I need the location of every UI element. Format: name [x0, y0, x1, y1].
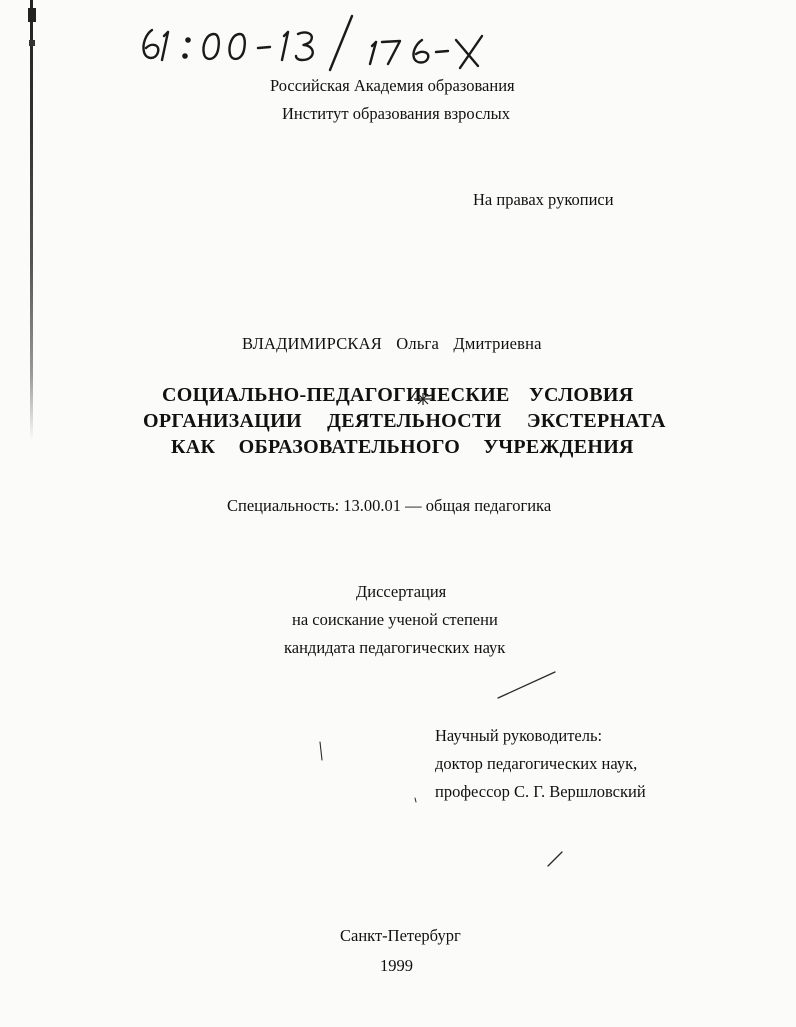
title-line-1: СОЦИАЛЬНО-ПЕДАГОГИЧЕСКИЕ УСЛОВИЯ	[162, 384, 634, 406]
city: Санкт-Петербург	[340, 926, 461, 945]
supervisor-degree: доктор педагогических наук,	[435, 754, 638, 773]
institute-name: Институт образования взрослых	[282, 104, 510, 123]
scan-edge-bar	[30, 0, 33, 440]
organization-name: Российская Академия образования	[270, 76, 515, 95]
author-first-name: Ольга	[396, 334, 440, 353]
scan-edge-mark-small	[29, 40, 35, 46]
title-line-3: КАК ОБРАЗОВАТЕЛЬНОГО УЧРЕЖДЕНИЯ	[171, 436, 634, 458]
supervisor-label: Научный руководитель:	[435, 726, 603, 745]
ink-smudge	[412, 392, 434, 406]
specialty: Специальность: 13.00.01 — общая педагогика	[227, 496, 552, 515]
year: 1999	[380, 956, 413, 975]
rights-note: На правах рукописи	[473, 190, 614, 209]
pen-stroke-lower	[548, 852, 562, 866]
dissertation-field-line: кандидата педагогических наук	[284, 638, 506, 657]
scan-edge-mark	[28, 8, 36, 22]
author-patronymic: Дмитриевна	[453, 334, 542, 353]
handwritten-archive-mark	[138, 12, 498, 72]
scan-edge	[28, 0, 36, 460]
dissertation-label: Диссертация	[356, 582, 447, 601]
author-name	[242, 334, 542, 354]
supervisor-name: профессор С. Г. Вершловский	[435, 782, 646, 801]
author-surname: ВЛАДИМИРСКАЯ	[242, 334, 382, 353]
title-line-2: ОРГАНИЗАЦИИ ДЕЯТЕЛЬНОСТИ ЭКСТЕРНАТА	[143, 410, 666, 432]
pen-stroke-tick	[320, 742, 322, 760]
pen-stroke-diagonal	[498, 672, 555, 698]
pen-stroke-tiny	[415, 798, 416, 802]
dissertation-degree-line: на соискание ученой степени	[292, 610, 498, 629]
